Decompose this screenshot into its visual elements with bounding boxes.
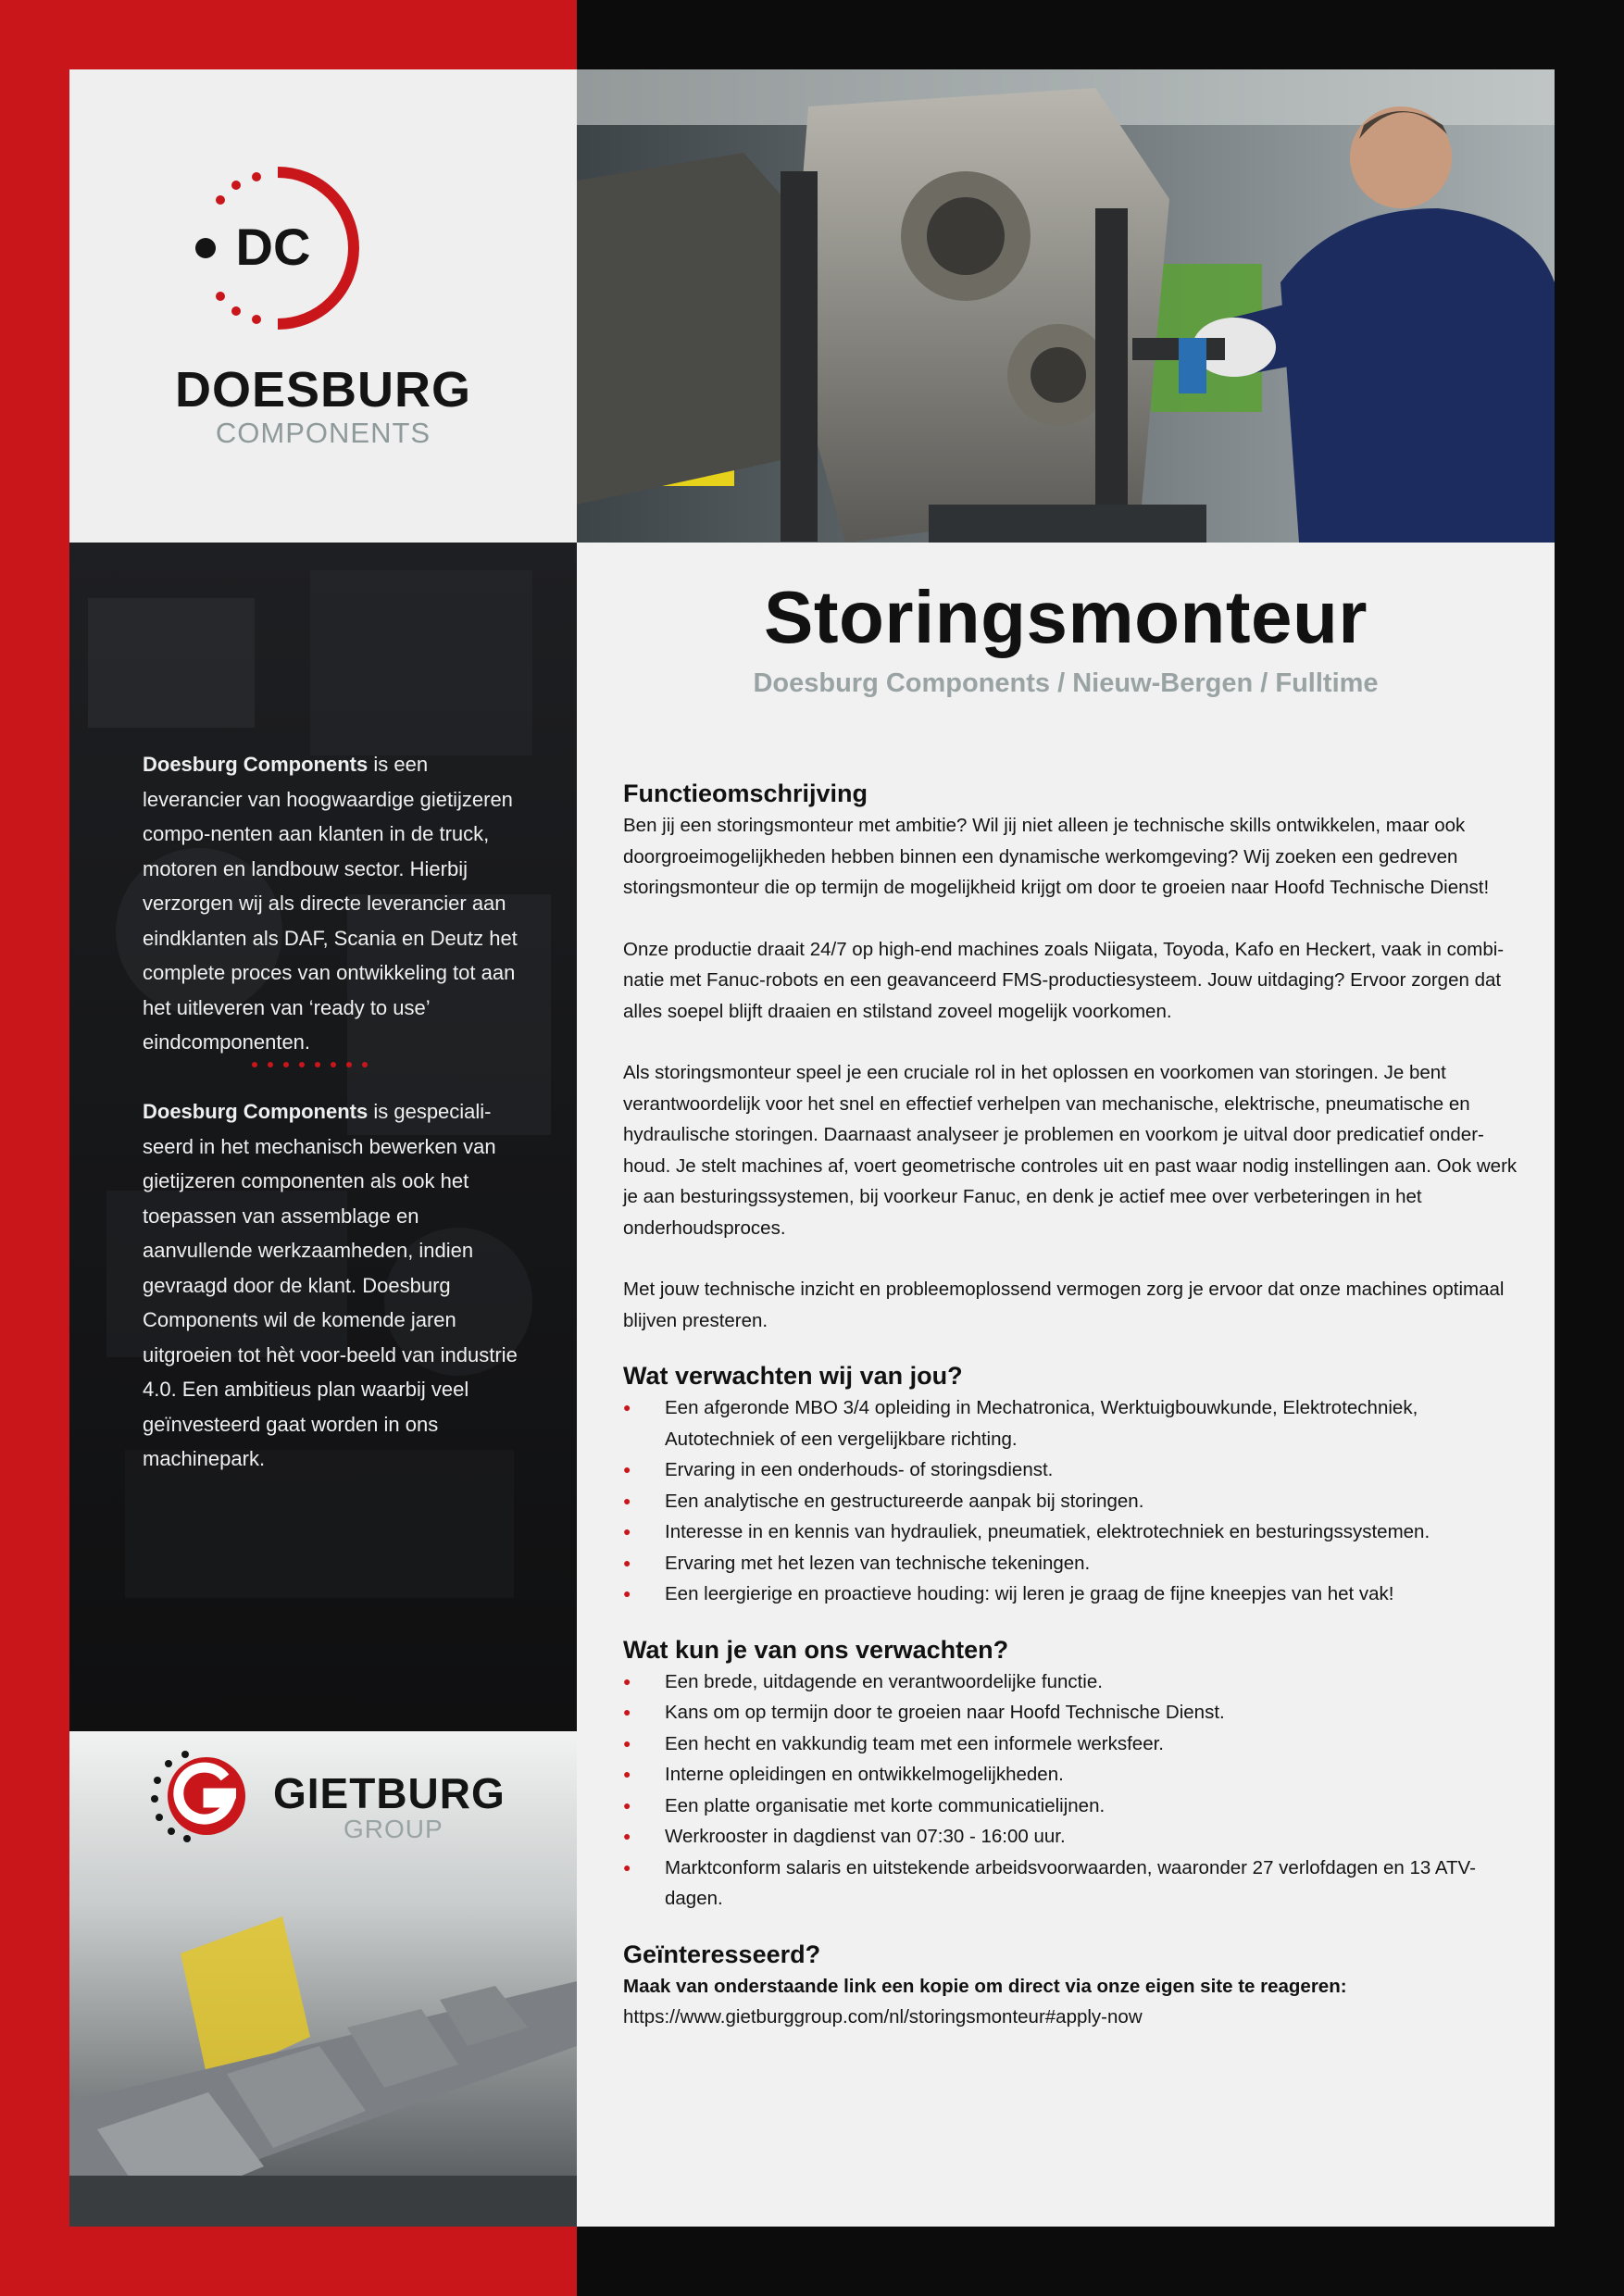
company-specialism-text: is gespeciali-seerd in het mechanisch bewerken van gietijzeren componenten als ook het toepassen van assemblage en aanvullende werkzaamheden, indien gevraagd door de klant. Doesburg Components wil de komende jaren uitgroeien tot hèt voor-beeld van industrie 4.0. Een ambitieus plan waarbij veel geïnvesteerd gaat worden in ons machinepark. xyxy=(143,1100,518,1470)
footer-photo xyxy=(69,1731,577,2227)
logo-monogram: DC xyxy=(235,218,311,276)
logo-name: DOESBURG xyxy=(174,362,472,418)
gietburg-logo-subname: GROUP xyxy=(344,1815,443,1843)
list-item: ● Ervaring met het lezen van technische tekeningen. xyxy=(623,1548,1530,1579)
company-name-bold-2: Doesburg Components xyxy=(143,1100,369,1123)
gietburg-logo-name: GIETBURG xyxy=(273,1769,506,1817)
description-paragraph: Als storingsmonteur speel je een cruciale rol in het oplossen en voorkomen van storingen. Je bent verantwoordelijk voor het snel en effectief verhelpen van mechanische, elektrische, pneumatische en hydraulische storingen. Daarnaast analyseer je problemen en voorkom je uitval door predicatief onder-houd. Je stelt machines af, voert geometrische controles uit en past waar nodig instellingen aan. Ook werk je aan besturingssystemen, bij voorkeur Fanuc, en denk je actief mee over verbeteringen in het onderhoudsproces. xyxy=(623,1062,1518,1239)
company-info-panel xyxy=(69,543,577,1801)
company-intro-text: is een leverancier van hoogwaardige gietijzeren compo-nenten aan klanten in de truck, motoren en landbouw sector. Hierbij verzorgen wij als directe leverancier aan eindklanten als DAF, Scania en Deutz het complete proces van ontwikkeling tot aan het uitleveren van ‘ready to use’ eindcomponenten. xyxy=(143,753,518,1054)
offer-heading: Wat kun je van ons verwachten? xyxy=(623,1635,1009,1664)
list-item: ● Een analytische en gestructureerde aanpak bij storingen. xyxy=(623,1486,1530,1517)
description-paragraph: Met jouw technische inzicht en probleemoplossend vermogen zorg je ervoor dat onze machines optimaal blijven presteren. xyxy=(623,1279,1505,1331)
apply-instruction: Maak van onderstaande link een kopie om direct via onze eigen site te reageren: xyxy=(623,1975,1347,1997)
company-intro-paragraph xyxy=(143,747,531,1060)
vacancy-body xyxy=(623,777,1530,2033)
list-item: ● Marktconform salaris en uitstekende arbeidsvoorwaarden, waaronder 27 verlofdagen en 13 ATV-dagen. xyxy=(623,1853,1530,1915)
logo-subname: COMPONENTS xyxy=(215,417,431,449)
vacancy-content xyxy=(577,543,1555,2227)
list-item: ● Een leergierige en proactieve houding: wij leren je graag de fijne kneepjes van het vak! xyxy=(623,1578,1530,1610)
job-title: Storingsmonteur xyxy=(764,576,1368,658)
list-item: ● Interne opleidingen en ontwikkelmogelijkheden. xyxy=(623,1759,1530,1791)
list-item: ● Interesse in en kennis van hydrauliek, pneumatiek, elektrotechniek en besturingssystemen. xyxy=(623,1516,1530,1548)
doesburg-logo-tile xyxy=(69,69,577,543)
requirements-heading: Wat verwachten wij van jou? xyxy=(623,1362,963,1390)
description-paragraph: Onze productie draait 24/7 op high-end machines zoals Niigata, Toyoda, Kafo en Heckert, vaak in combi-natie met Fanuc-robots en een geavanceerd FMS-productiesysteem. Jouw uitdaging? Ervoor zorgen dat alles soepel blijft draaien en stilstand zoveel mogelijk voorkomen. xyxy=(623,938,1505,1022)
company-name-bold: Doesburg Components xyxy=(143,753,369,776)
poster xyxy=(69,69,1555,2227)
offer-list xyxy=(623,1666,1530,1915)
header-photo xyxy=(577,69,1555,543)
list-item: ● Een platte organisatie met korte communicatielijnen. xyxy=(623,1791,1530,1822)
description-heading: Functieomschrijving xyxy=(623,780,868,807)
list-item: ● Een brede, uitdagende en verantwoordelijke functie. xyxy=(623,1666,1530,1698)
dc-logo-icon xyxy=(185,165,370,331)
description-paragraph: Ben jij een storingsmonteur met ambitie? Wil jij niet alleen je technische skills ontwikkelen, maar ook doorgroeimogelijkheden hebben binnen een dynamische werkomgeving? Wij zoeken een gedreven storingsmonteur die op termijn de mogelijkheid krijgt om door te groeien naar Hoofd Technische Dienst! xyxy=(623,815,1490,898)
job-subtitle: Doesburg Components / Nieuw-Bergen / Fulltime xyxy=(753,668,1379,698)
apply-heading: Geïnteresseerd? xyxy=(623,1940,821,1968)
list-item: ● Een hecht en vakkundig team met een informele werksfeer. xyxy=(623,1728,1530,1760)
company-specialism-paragraph xyxy=(143,1094,531,1477)
apply-link[interactable]: https://www.gietburggroup.com/nl/storingsmonteur#apply-now xyxy=(623,2006,1143,2028)
list-item: ● Ervaring in een onderhouds- of storingsdienst. xyxy=(623,1454,1530,1486)
list-item: ● Werkrooster in dagdienst van 07:30 - 16:00 uur. xyxy=(623,1821,1530,1853)
dot-divider xyxy=(251,1061,381,1068)
list-item: ● Kans om op termijn door te groeien naar Hoofd Technische Dienst. xyxy=(623,1697,1530,1728)
gietburg-logo-icon xyxy=(144,1745,250,1847)
list-item: ● Een afgeronde MBO 3/4 opleiding in Mechatronica, Werktuigbouwkunde, Elektrotechniek, Autotechniek of een vergelijkbare richting. xyxy=(623,1392,1530,1454)
requirements-list xyxy=(623,1392,1530,1610)
